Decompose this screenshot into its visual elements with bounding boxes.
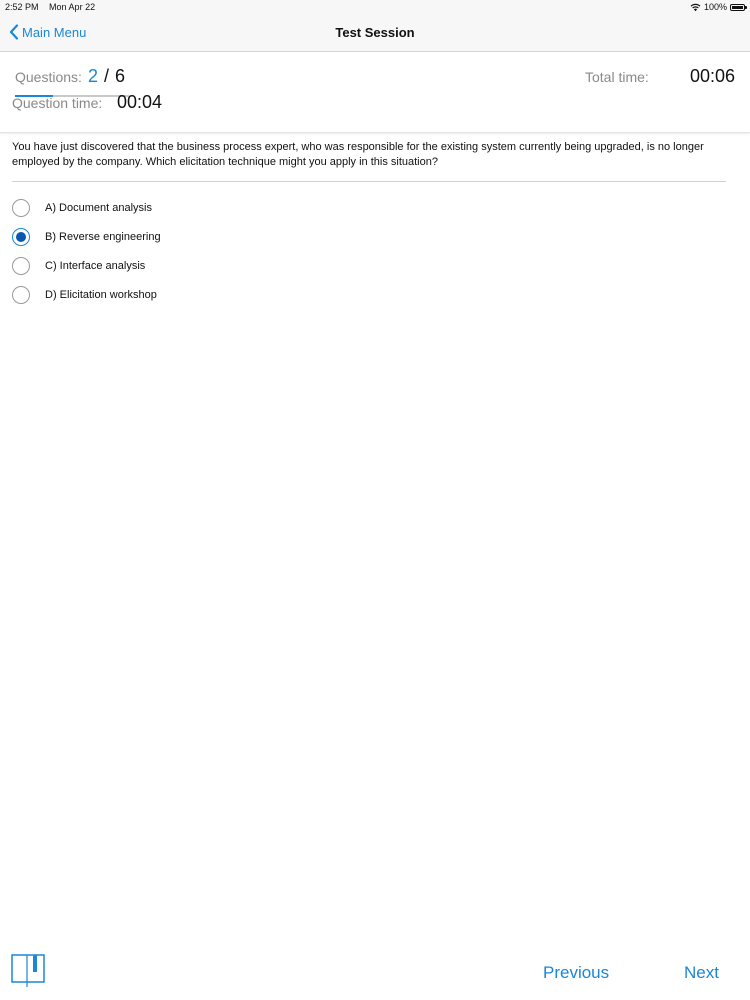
battery-percent: 100% <box>703 2 727 12</box>
counter-separator: / <box>103 66 109 86</box>
answer-label-a: A) Document analysis <box>45 202 152 214</box>
page-title: Test Session <box>335 25 415 40</box>
answer-option-a[interactable] <box>12 197 161 219</box>
answer-label-c: C) Interface analysis <box>45 260 146 272</box>
main-menu-back-button[interactable] <box>9 24 86 40</box>
question-counter <box>15 66 125 87</box>
session-header <box>0 52 750 133</box>
status-left <box>5 2 103 12</box>
answer-list <box>12 197 161 313</box>
bookmark-button[interactable] <box>11 954 47 993</box>
status-right <box>690 2 745 12</box>
chevron-left-icon <box>9 24 19 40</box>
bottom-toolbar <box>0 948 750 1000</box>
status-date: Mon Apr 22 <box>49 2 96 12</box>
battery-icon <box>730 4 745 11</box>
question-time-label: Question time: <box>12 95 103 111</box>
total-questions-number: 6 <box>114 66 125 86</box>
total-time-row <box>585 66 735 87</box>
question-time-value: 00:04 <box>116 92 162 112</box>
back-label: Main Menu <box>22 24 87 40</box>
questions-label: Questions: <box>15 69 82 85</box>
current-question-number: 2 <box>87 66 98 86</box>
radio-button-a[interactable] <box>12 199 30 217</box>
answer-label-d: D) Elicitation workshop <box>45 289 157 301</box>
radio-button-c[interactable] <box>12 257 30 275</box>
previous-button[interactable]: Previous <box>543 963 610 982</box>
question-time-row <box>12 92 737 112</box>
total-time-label: Total time: <box>585 69 649 85</box>
answer-label-b: B) Reverse engineering <box>45 231 161 243</box>
radio-button-d[interactable] <box>12 286 30 304</box>
wifi-icon <box>690 3 701 12</box>
next-button[interactable]: Next <box>684 963 719 982</box>
answer-option-c[interactable] <box>12 255 161 277</box>
answer-option-b[interactable] <box>12 226 161 248</box>
question-divider <box>12 181 726 182</box>
status-bar <box>0 0 750 16</box>
navigation-bar <box>0 16 750 52</box>
bookmark-icon <box>11 954 47 988</box>
answer-option-d[interactable] <box>12 284 161 306</box>
radio-button-b[interactable] <box>12 228 30 246</box>
question-text: You have just discovered that the business process expert, who was responsible for the existing system currently being upgraded, is no longer employed by the company. Which elicitation technique might you apply in this situation? <box>12 141 704 168</box>
status-time: 2:52 PM <box>5 2 39 12</box>
total-time-value: 00:06 <box>689 66 735 86</box>
